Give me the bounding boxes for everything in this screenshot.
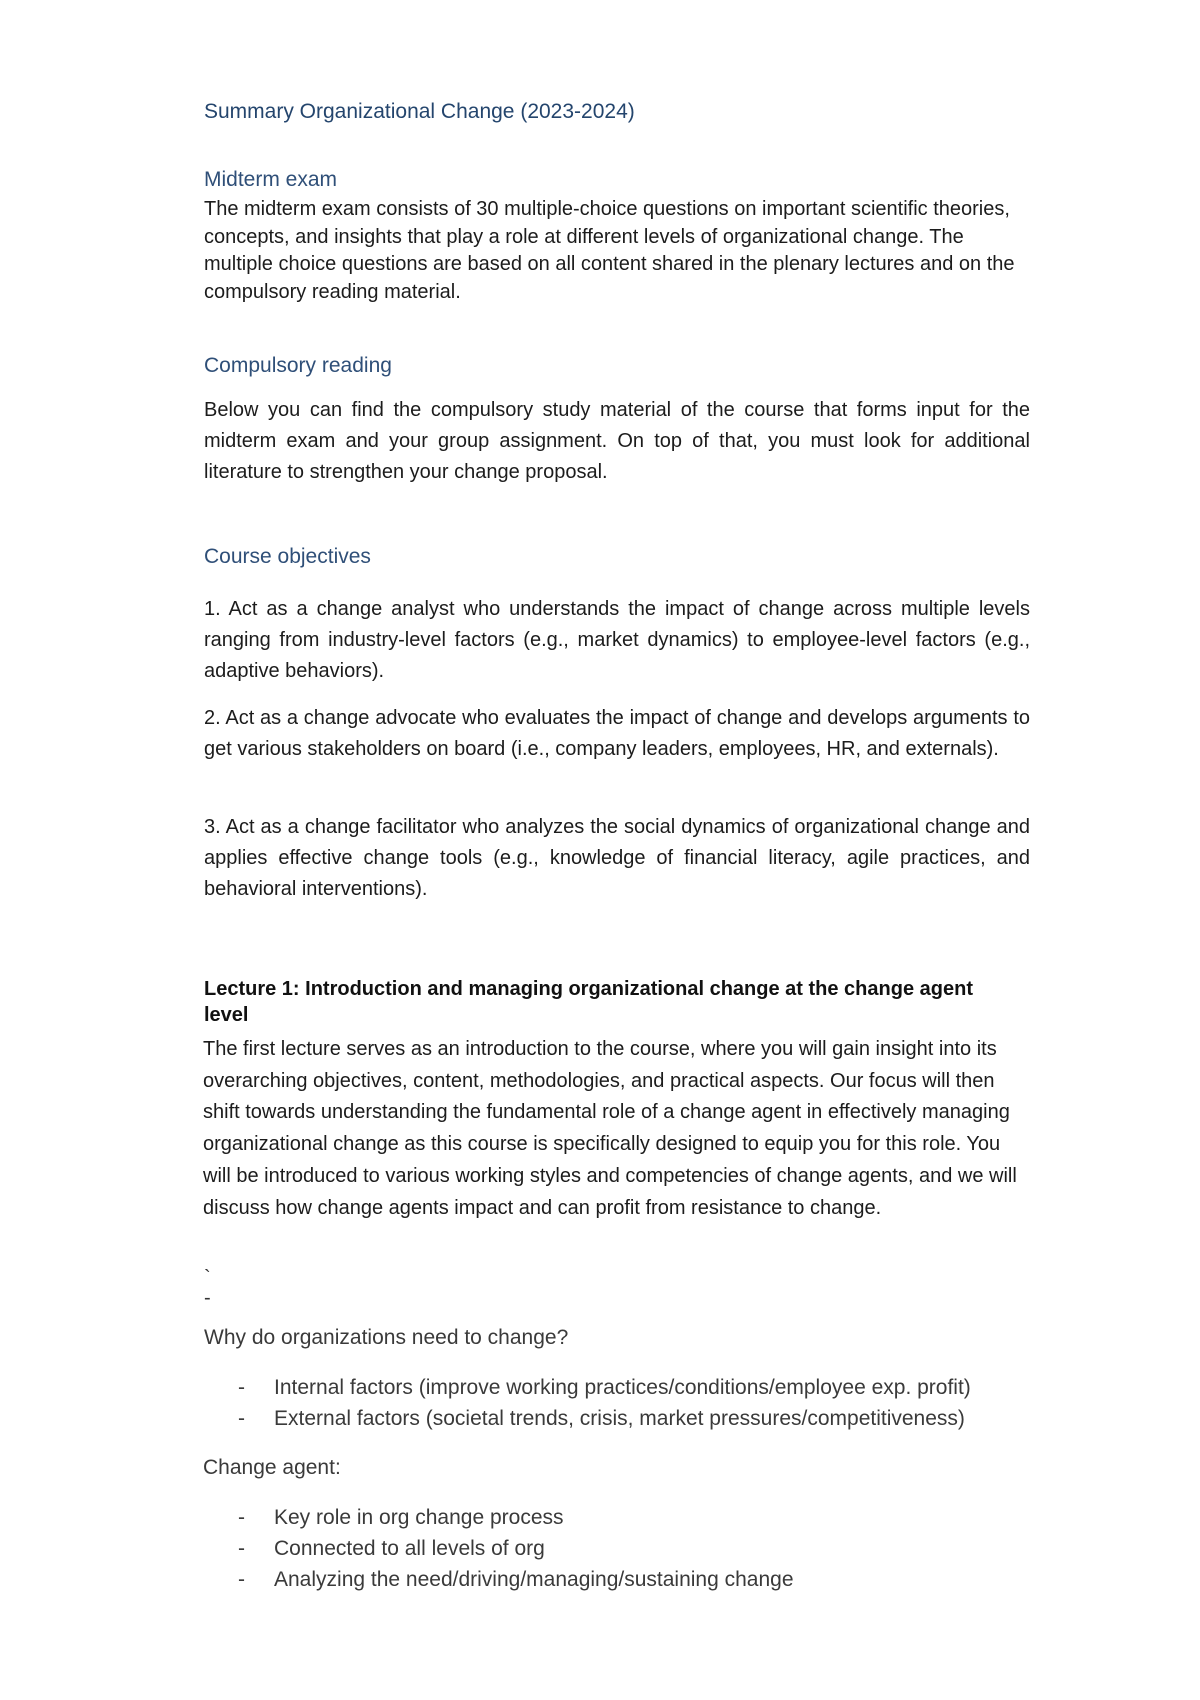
stray-dash-mark: - <box>204 1287 211 1309</box>
bullet-dash: - <box>238 1537 245 1560</box>
objective-item: 3. Act as a change facilitator who analyzes the social dynamics of organizational change and applies effective change tools (e.g., knowledge of financial literacy, agile practices, and behavioral interventions). <box>204 816 1030 900</box>
bullet-dash: - <box>238 1376 245 1399</box>
objective-item: 2. Act as a change advocate who evaluates the impact of change and develops arguments to get various stakeholders on board (i.e., company leaders, employees, HR, and externals). <box>204 707 1030 760</box>
midterm-heading: Midterm exam <box>204 168 338 191</box>
lecture-1-title: Lecture 1: Introduction and managing organizational change at the change agent level <box>204 978 973 1026</box>
change-agent-list <box>238 1502 794 1595</box>
objective-item: 1. Act as a change analyst who understands the impact of change across multiple levels ranging from industry-level factors (e.g., market dynamics) to employee-level factors (e.g., adaptive behaviors). <box>204 598 1030 682</box>
why-change-question: Why do organizations need to change? <box>204 1326 569 1349</box>
list-item <box>238 1403 971 1434</box>
list-item <box>238 1533 794 1564</box>
course-objectives-heading: Course objectives <box>204 545 371 568</box>
compulsory-reading-heading: Compulsory reading <box>204 354 392 377</box>
change-reasons-list <box>238 1372 971 1434</box>
change-agent-label: Change agent: <box>203 1456 341 1479</box>
list-item <box>238 1372 971 1403</box>
list-item-text: Key role in org change process <box>274 1506 564 1529</box>
lecture-1-paragraph: The first lecture serves as an introduction to the course, where you will gain insight into its overarching objectives, content, methodologies, and practical aspects. Our focus will then shift towards understanding the fundamental role of a change agent in effectively managing organizational change as this course is specifically designed to equip you for this role. You will be introduced to various working styles and competencies of change agents, and we will discuss how change agents impact and can profit from resistance to change. <box>203 1038 1017 1219</box>
list-item <box>238 1502 794 1533</box>
compulsory-reading-paragraph: Below you can find the compulsory study material of the course that forms input for the midterm exam and your group assignment. On top of that, you must look for additional literature to strengthen your change proposal. <box>204 399 1030 483</box>
stray-backtick-mark: ` <box>204 1267 211 1289</box>
list-item-text: External factors (societal trends, crisis, market pressures/competitiveness) <box>274 1407 965 1430</box>
list-item-text: Analyzing the need/driving/managing/sustaining change <box>274 1568 794 1591</box>
midterm-paragraph: The midterm exam consists of 30 multiple-choice questions on important scientific theories, concepts, and insights that play a role at different levels of organizational change. The multiple choice questions are based on all content shared in the plenary lectures and on the compulsory reading material. <box>204 198 1015 303</box>
list-item <box>238 1564 794 1595</box>
list-item-text: Internal factors (improve working practices/conditions/employee exp. profit) <box>274 1376 971 1399</box>
bullet-dash: - <box>238 1407 245 1430</box>
document-title: Summary Organizational Change (2023-2024) <box>204 100 635 123</box>
bullet-dash: - <box>238 1568 245 1591</box>
bullet-dash: - <box>238 1506 245 1529</box>
list-item-text: Connected to all levels of org <box>274 1537 545 1560</box>
